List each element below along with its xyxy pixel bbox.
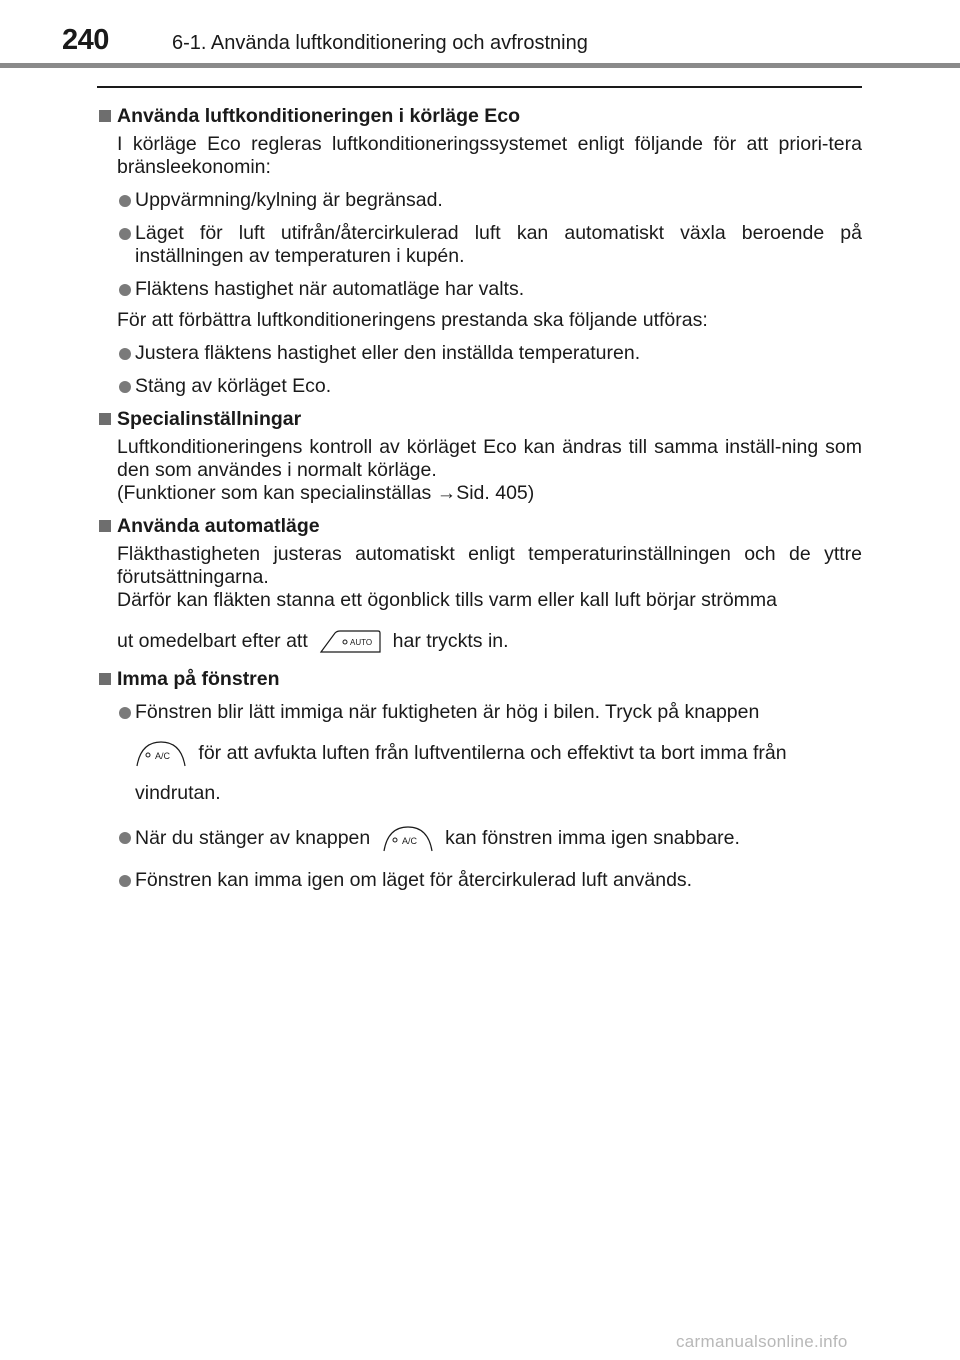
- section-title-special-settings: Specialinställningar: [97, 408, 862, 431]
- list-item: Uppvärmning/kylning är begränsad.: [97, 189, 862, 212]
- header-divider: [0, 63, 960, 68]
- bullet-dot-icon: [119, 348, 131, 360]
- paragraph: I körläge Eco regleras luftkonditioneringssystemet enligt följande för att priori-tera bränsleekonomin:: [117, 133, 862, 178]
- page-header: [0, 0, 960, 70]
- section-square-icon: [99, 673, 111, 685]
- list-item: Stäng av körläget Eco.: [97, 375, 862, 398]
- bullet-dot-icon: [119, 195, 131, 207]
- auto-button-icon: [319, 630, 381, 654]
- page-number: 240: [62, 24, 109, 56]
- bullet-dot-icon: [119, 228, 131, 240]
- svg-text:A/C: A/C: [401, 835, 417, 846]
- list-item: Läget för luft utifrån/återcirkulerad luft kan automatiskt växla beroende på inställningen av temperaturen i kupén.: [97, 222, 862, 268]
- bullet-dot-icon: [119, 284, 131, 296]
- bullet-dot-icon: [119, 875, 131, 887]
- bullet-dot-icon: [119, 832, 131, 844]
- content-top-divider: [97, 86, 862, 88]
- section-title-eco: Använda luftkonditioneringen i körläge Eco: [97, 105, 862, 128]
- svg-text:AUTO: AUTO: [350, 637, 373, 647]
- bullet-dot-icon: [119, 707, 131, 719]
- bullet-dot-icon: [119, 381, 131, 393]
- section-square-icon: [99, 520, 111, 532]
- list-item: Fläktens hastighet när automatläge har valts.: [97, 278, 862, 301]
- section-square-icon: [99, 110, 111, 122]
- paragraph: För att förbättra luftkonditioneringens prestanda ska följande utföras:: [117, 309, 708, 331]
- list-item: Fönstren kan imma igen om läget för återcirkulerad luft används.: [97, 869, 862, 892]
- page-reference: (Funktioner som kan specialinställas →Sid. 405): [117, 482, 535, 504]
- chapter-title: 6-1. Använda luftkonditionering och avfrostning: [172, 32, 588, 54]
- list-item: Fönstren blir lätt immiga när fuktigheten är hög i bilen. Tryck på knappen A/C för att avfukta luften från luftventilerna och effektivt ta bort imma från vindrutan.: [97, 701, 862, 805]
- watermark: carmanualsonline.info: [676, 1332, 848, 1351]
- section-square-icon: [99, 413, 111, 425]
- list-item: Justera fläktens hastighet eller den inställda temperaturen.: [97, 342, 862, 365]
- ac-button-icon: [382, 825, 434, 853]
- page-content: [97, 95, 862, 892]
- section-title-auto-mode: Använda automatläge: [97, 515, 862, 538]
- section-title-fogging: Imma på fönstren: [97, 668, 862, 691]
- paragraph: Fläkthastigheten justeras automatiskt enligt temperaturinställningen och de yttre förutsättningarna. Därför kan fläkten stanna ett ögonblick tills varm eller kall luft börjar strömma ut omedelbart efter att AUTO har tryckts in.: [117, 543, 862, 652]
- svg-text:A/C: A/C: [155, 750, 171, 761]
- paragraph: Luftkonditioneringens kontroll av körläget Eco kan ändras till samma inställ-ning som den som användes i normalt körläge. (Funktioner som kan specialinställas →Sid. 405): [117, 436, 862, 504]
- list-item: När du stänger av knappen A/C kan fönstren imma igen snabbare.: [97, 821, 862, 855]
- ac-button-icon: [135, 740, 187, 768]
